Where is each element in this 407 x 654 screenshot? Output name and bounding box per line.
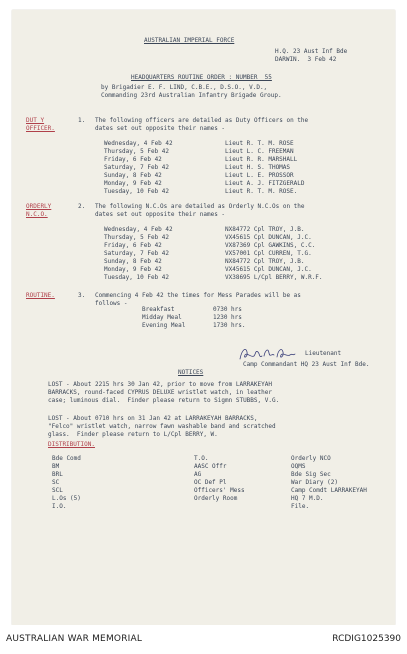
nco-date: Saturday, 7 Feb 42 <box>104 250 170 257</box>
nco-side-label-1: ORDERLY <box>26 203 52 210</box>
issued-by: by Brigadier E. F. LIND, C.B.E., D.S.O., V.D., <box>101 84 268 91</box>
duty-officer: Lieut R. R. MARSHALL <box>225 156 298 163</box>
place-date: DARWIN. 3 Feb 42 <box>275 56 337 63</box>
duty-intro-1: The following officers are detailed as Duty Officers on the <box>95 117 309 124</box>
duty-date: Thursday, 5 Feb 42 <box>104 148 170 155</box>
distribution-item: AASC Offr <box>194 463 227 470</box>
nco-name: VX57001 Cpl CURREN, T.G. <box>225 250 312 257</box>
signatory-rank: Lieutenant <box>305 350 342 357</box>
distribution-title: DISTRIBUTION. <box>48 441 95 448</box>
duty-officer: Lieut A. J. FITZGERALD <box>225 180 305 187</box>
routine-number: 3. <box>78 292 86 299</box>
distribution-item: Orderly Room <box>194 495 238 502</box>
nco-intro-1: The following N.C.Os are detailed as Orderly N.C.Os on the <box>95 203 305 210</box>
lost-notice-line: "Felco" wristlet watch, narrow fawn washable band and scratched <box>48 423 276 430</box>
meal-time: 1730 hrs. <box>213 322 246 329</box>
duty-number: 1. <box>78 117 86 124</box>
duty-date: Wednesday, 4 Feb 42 <box>104 140 173 147</box>
meal-name: Midday Meal <box>142 314 182 321</box>
duty-date: Tuesday, 10 Feb 42 <box>104 188 170 195</box>
distribution-item: SC <box>52 479 60 486</box>
nco-name: NX84772 Cpl TROY, J.B. <box>225 226 305 233</box>
duty-date: Monday, 9 Feb 42 <box>104 180 162 187</box>
order-title: HEADQUARTERS ROUTINE ORDER : NUMBER 55 <box>131 74 272 81</box>
nco-name: VX38695 L/Cpl BERRY, W.R.F. <box>225 274 323 281</box>
duty-officer: Lieut R. T. M. ROSE <box>225 140 294 147</box>
distribution-item: OQMS <box>291 463 306 470</box>
routine-intro-2: follows - <box>95 300 128 307</box>
distribution-item: T.O. <box>194 455 209 462</box>
duty-side-label-1: DUT Y <box>26 117 45 124</box>
duty-officer: Lieut L. C. FREEMAN <box>225 148 294 155</box>
duty-officer: Lieut L. E. PROSSOR <box>225 172 294 179</box>
nco-name: VX45615 Cpl DUNCAN, J.C. <box>225 234 312 241</box>
nco-name: VX87369 Cpl GAWKINS, C.C. <box>225 242 316 249</box>
duty-date: Friday, 6 Feb 42 <box>104 156 162 163</box>
hq-line: H.Q. 23 Aust Inf Bde <box>275 48 348 55</box>
nco-side-label-2: N.C.O. <box>26 211 48 218</box>
duty-intro-2: dates set out opposite their names - <box>95 125 226 132</box>
distribution-item: Camp Comdt LARRAKEYAH <box>291 487 367 494</box>
command-line: Commanding 23rd Australian Infantry Brigade Group. <box>101 92 282 99</box>
meal-name: Breakfast <box>142 306 175 313</box>
notices-title: NOTICES <box>178 369 204 376</box>
distribution-item: OC Def Pl <box>194 479 227 486</box>
distribution-item: L.Os (5) <box>52 495 81 502</box>
distribution-item: Bde Comd <box>52 455 81 462</box>
nco-number: 2. <box>78 203 86 210</box>
signatory-role: Camp Commandant HQ 23 Aust Inf Bde. <box>243 361 370 368</box>
nco-name: VX45615 Cpl DUNCAN, J.C. <box>225 266 312 273</box>
nco-name: NX84772 Cpl TROY, J.B. <box>225 258 305 265</box>
lost-notice-line: case; luminous dial. Finder please return to Sigmn STUBBS, V.G. <box>48 397 280 404</box>
duty-officer: Lieut R. T. M. ROSE. <box>225 188 298 195</box>
distribution-item: I.O. <box>52 503 67 510</box>
meal-name: Evening Meal <box>142 322 186 329</box>
meal-time: 1230 hrs <box>213 314 242 321</box>
duty-date: Saturday, 7 Feb 42 <box>104 164 170 171</box>
distribution-item: Bde Sig Sec <box>291 471 331 478</box>
duty-officer: Lieut H. S. THOMAS <box>225 164 291 171</box>
lost-notice-line: LOST - About 2215 hrs 30 Jan 42, prior to move from LARRAKEYAH <box>48 381 272 388</box>
archive-reference: RCDIG1025390 <box>332 634 401 644</box>
meal-time: 0730 hrs <box>213 306 242 313</box>
distribution-item: War Diary (2) <box>291 479 338 486</box>
distribution-item: Orderly NCO <box>291 455 331 462</box>
distribution-item: SCL <box>52 487 63 494</box>
distribution-item: HQ 7 M.D. <box>291 495 324 502</box>
nco-date: Friday, 6 Feb 42 <box>104 242 162 249</box>
distribution-item: AG <box>194 471 202 478</box>
nco-intro-2: dates set out opposite their names - <box>95 211 226 218</box>
nco-date: Sunday, 8 Feb 42 <box>104 258 162 265</box>
nco-date: Wednesday, 4 Feb 42 <box>104 226 173 233</box>
document-page <box>12 10 395 625</box>
nco-date: Thursday, 5 Feb 42 <box>104 234 170 241</box>
archive-name: AUSTRALIAN WAR MEMORIAL <box>6 634 143 644</box>
lost-notice-line: glass. Finder please return to L/Cpl BERRY, W. <box>48 431 218 438</box>
duty-date: Sunday, 8 Feb 42 <box>104 172 162 179</box>
nco-date: Tuesday, 10 Feb 42 <box>104 274 170 281</box>
nco-date: Monday, 9 Feb 42 <box>104 266 162 273</box>
duty-side-label-2: OFFICER. <box>26 125 55 132</box>
distribution-item: File. <box>291 503 310 510</box>
force-heading: AUSTRALIAN IMPERIAL FORCE <box>144 37 235 44</box>
routine-intro-1: Commencing 4 Feb 42 the times for Mess Parades will be as <box>95 292 301 299</box>
lost-notice-line: BARRACKS, round-faced CYPRUS DELUXE wristlet watch, in leather <box>48 389 272 396</box>
archive-footer <box>0 625 407 654</box>
routine-side-label: ROUTINE. <box>26 292 55 299</box>
lost-notice-line: LOST - About 0710 hrs on 31 Jan 42 at LARRAKEYAH BARRACKS, <box>48 415 258 422</box>
distribution-item: Officers' Mess <box>194 487 245 494</box>
distribution-item: BM <box>52 463 60 470</box>
distribution-item: BRL <box>52 471 63 478</box>
